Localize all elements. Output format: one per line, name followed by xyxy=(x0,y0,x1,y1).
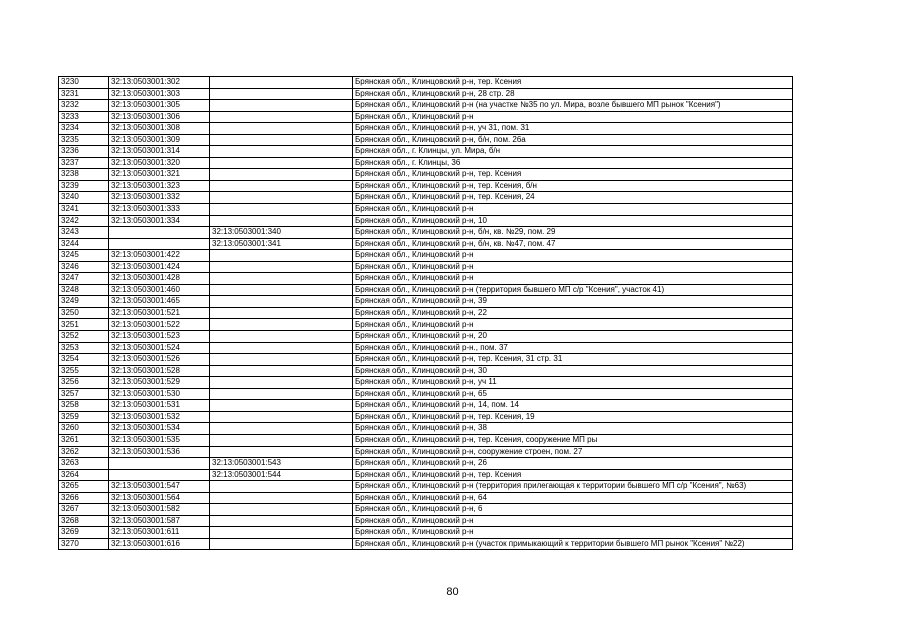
registry-table xyxy=(58,76,793,550)
related-cadastral-number-cell xyxy=(210,134,353,146)
table-row xyxy=(59,388,793,400)
related-cadastral-number-cell xyxy=(210,273,353,285)
cadastral-number-cell: 32:13:0503001:465 xyxy=(109,296,210,308)
row-number-cell: 3236 xyxy=(59,146,109,158)
table-row xyxy=(59,377,793,389)
cadastral-number-cell: 32:13:0503001:526 xyxy=(109,354,210,366)
row-number-cell: 3261 xyxy=(59,434,109,446)
table-row xyxy=(59,192,793,204)
row-number-cell: 3266 xyxy=(59,492,109,504)
address-cell: Брянская обл., Клинцовский р-н xyxy=(353,261,793,273)
row-number-cell: 3231 xyxy=(59,88,109,100)
address-cell: Брянская обл., Клинцовский р-н, 10 xyxy=(353,215,793,227)
cadastral-number-cell: 32:13:0503001:305 xyxy=(109,100,210,112)
address-cell: Брянская обл., Клинцовский р-н, 20 xyxy=(353,331,793,343)
table-row xyxy=(59,400,793,412)
row-number-cell: 3238 xyxy=(59,169,109,181)
table-row xyxy=(59,469,793,481)
cadastral-number-cell: 32:13:0503001:547 xyxy=(109,481,210,493)
address-cell: Брянская обл., Клинцовский р-н, 6 xyxy=(353,504,793,516)
cadastral-number-cell: 32:13:0503001:582 xyxy=(109,504,210,516)
related-cadastral-number-cell xyxy=(210,388,353,400)
cadastral-number-cell: 32:13:0503001:323 xyxy=(109,180,210,192)
row-number-cell: 3257 xyxy=(59,388,109,400)
address-cell: Брянская обл., Клинцовский р-н, 65 xyxy=(353,388,793,400)
address-cell: Брянская обл., Клинцовский р-н, б/н, кв. №29, пом. 29 xyxy=(353,227,793,239)
table-row xyxy=(59,307,793,319)
table-row xyxy=(59,284,793,296)
table-row xyxy=(59,527,793,539)
table-row xyxy=(59,250,793,262)
address-cell: Брянская обл., Клинцовский р-н, тер. Ксения, б/н xyxy=(353,180,793,192)
table-row xyxy=(59,434,793,446)
cadastral-number-cell xyxy=(109,227,210,239)
row-number-cell: 3237 xyxy=(59,157,109,169)
address-cell: Брянская обл., Клинцовский р-н, 64 xyxy=(353,492,793,504)
page-number: 80 xyxy=(446,586,459,598)
address-cell: Брянская обл., Клинцовский р-н, тер. Ксения, сооружение МП ры xyxy=(353,434,793,446)
cadastral-number-cell: 32:13:0503001:522 xyxy=(109,319,210,331)
address-cell: Брянская обл., г. Клинцы, 36 xyxy=(353,157,793,169)
related-cadastral-number-cell xyxy=(210,123,353,135)
address-cell: Брянская обл., Клинцовский р-н xyxy=(353,250,793,262)
related-cadastral-number-cell xyxy=(210,342,353,354)
table-row xyxy=(59,227,793,239)
address-cell: Брянская обл., Клинцовский р-н xyxy=(353,319,793,331)
address-cell: Брянская обл., Клинцовский р-н, 30 xyxy=(353,365,793,377)
row-number-cell: 3262 xyxy=(59,446,109,458)
cadastral-number-cell: 32:13:0503001:306 xyxy=(109,111,210,123)
row-number-cell: 3253 xyxy=(59,342,109,354)
related-cadastral-number-cell xyxy=(210,261,353,273)
address-cell: Брянская обл., Клинцовский р-н xyxy=(353,204,793,216)
row-number-cell: 3252 xyxy=(59,331,109,343)
table-row xyxy=(59,296,793,308)
address-cell: Брянская обл., Клинцовский р-н (на участке №35 по ул. Мира, возле бывшего МП рынок "Ксения") xyxy=(353,100,793,112)
row-number-cell: 3267 xyxy=(59,504,109,516)
related-cadastral-number-cell xyxy=(210,157,353,169)
row-number-cell: 3268 xyxy=(59,515,109,527)
cadastral-number-cell xyxy=(109,238,210,250)
related-cadastral-number-cell xyxy=(210,446,353,458)
row-number-cell: 3255 xyxy=(59,365,109,377)
address-cell: Брянская обл., Клинцовский р-н, тер. Ксения, 31 стр. 31 xyxy=(353,354,793,366)
cadastral-number-cell: 32:13:0503001:564 xyxy=(109,492,210,504)
cadastral-number-cell: 32:13:0503001:587 xyxy=(109,515,210,527)
table-row xyxy=(59,538,793,550)
address-cell: Брянская обл., Клинцовский р-н xyxy=(353,273,793,285)
table-row xyxy=(59,481,793,493)
table-row xyxy=(59,238,793,250)
table-row xyxy=(59,261,793,273)
row-number-cell: 3234 xyxy=(59,123,109,135)
table-row xyxy=(59,273,793,285)
table-row xyxy=(59,515,793,527)
row-number-cell: 3269 xyxy=(59,527,109,539)
row-number-cell: 3256 xyxy=(59,377,109,389)
cadastral-number-cell: 32:13:0503001:536 xyxy=(109,446,210,458)
row-number-cell: 3263 xyxy=(59,458,109,470)
table-row xyxy=(59,423,793,435)
address-cell: Брянская обл., Клинцовский р-н, 22 xyxy=(353,307,793,319)
address-cell: Брянская обл., Клинцовский р-н, 26 xyxy=(353,458,793,470)
table-row xyxy=(59,446,793,458)
related-cadastral-number-cell xyxy=(210,538,353,550)
related-cadastral-number-cell xyxy=(210,215,353,227)
row-number-cell: 3241 xyxy=(59,204,109,216)
related-cadastral-number-cell xyxy=(210,411,353,423)
cadastral-number-cell: 32:13:0503001:529 xyxy=(109,377,210,389)
related-cadastral-number-cell xyxy=(210,192,353,204)
related-cadastral-number-cell xyxy=(210,307,353,319)
table-row xyxy=(59,157,793,169)
cadastral-number-cell xyxy=(109,458,210,470)
table-row xyxy=(59,331,793,343)
table-row xyxy=(59,88,793,100)
address-cell: Брянская обл., Клинцовский р-н (участок примыкающий к территории бывшего МП рынок "Ксения" №22) xyxy=(353,538,793,550)
cadastral-number-cell: 32:13:0503001:308 xyxy=(109,123,210,135)
table-row xyxy=(59,146,793,158)
address-cell: Брянская обл., Клинцовский р-н (территория прилегающая к территории бывшего МП с/р "Ксения", №63) xyxy=(353,481,793,493)
related-cadastral-number-cell xyxy=(210,365,353,377)
related-cadastral-number-cell: 32:13:0503001:544 xyxy=(210,469,353,481)
related-cadastral-number-cell xyxy=(210,111,353,123)
row-number-cell: 3265 xyxy=(59,481,109,493)
row-number-cell: 3230 xyxy=(59,77,109,89)
table-row xyxy=(59,354,793,366)
cadastral-number-cell: 32:13:0503001:302 xyxy=(109,77,210,89)
related-cadastral-number-cell: 32:13:0503001:543 xyxy=(210,458,353,470)
row-number-cell: 3239 xyxy=(59,180,109,192)
row-number-cell: 3254 xyxy=(59,354,109,366)
related-cadastral-number-cell xyxy=(210,319,353,331)
related-cadastral-number-cell xyxy=(210,296,353,308)
cadastral-number-cell: 32:13:0503001:321 xyxy=(109,169,210,181)
address-cell: Брянская обл., Клинцовский р-н, 38 xyxy=(353,423,793,435)
related-cadastral-number-cell xyxy=(210,180,353,192)
related-cadastral-number-cell xyxy=(210,284,353,296)
cadastral-number-cell: 32:13:0503001:314 xyxy=(109,146,210,158)
address-cell: Брянская обл., Клинцовский р-н, б/н, пом. 26а xyxy=(353,134,793,146)
cadastral-number-cell: 32:13:0503001:524 xyxy=(109,342,210,354)
cadastral-number-cell: 32:13:0503001:532 xyxy=(109,411,210,423)
related-cadastral-number-cell xyxy=(210,377,353,389)
cadastral-number-cell: 32:13:0503001:309 xyxy=(109,134,210,146)
table-row xyxy=(59,169,793,181)
address-cell: Брянская обл., Клинцовский р-н, тер. Ксения, 24 xyxy=(353,192,793,204)
row-number-cell: 3235 xyxy=(59,134,109,146)
address-cell: Брянская обл., Клинцовский р-н, 14, пом. 14 xyxy=(353,400,793,412)
table-row xyxy=(59,134,793,146)
address-cell: Брянская обл., Клинцовский р-н (территория бывшего МП с/р "Ксения", участок 41) xyxy=(353,284,793,296)
related-cadastral-number-cell xyxy=(210,204,353,216)
row-number-cell: 3258 xyxy=(59,400,109,412)
related-cadastral-number-cell xyxy=(210,331,353,343)
row-number-cell: 3232 xyxy=(59,100,109,112)
related-cadastral-number-cell xyxy=(210,527,353,539)
related-cadastral-number-cell xyxy=(210,434,353,446)
address-cell: Брянская обл., Клинцовский р-н xyxy=(353,111,793,123)
row-number-cell: 3270 xyxy=(59,538,109,550)
row-number-cell: 3246 xyxy=(59,261,109,273)
cadastral-number-cell: 32:13:0503001:535 xyxy=(109,434,210,446)
address-cell: Брянская обл., Клинцовский р-н, тер. Ксения xyxy=(353,169,793,181)
address-cell: Брянская обл., Клинцовский р-н, сооружение строен, пом. 27 xyxy=(353,446,793,458)
cadastral-number-cell: 32:13:0503001:534 xyxy=(109,423,210,435)
cadastral-number-cell: 32:13:0503001:523 xyxy=(109,331,210,343)
row-number-cell: 3245 xyxy=(59,250,109,262)
row-number-cell: 3233 xyxy=(59,111,109,123)
cadastral-number-cell: 32:13:0503001:333 xyxy=(109,204,210,216)
table-row xyxy=(59,411,793,423)
address-cell: Брянская обл., Клинцовский р-н, 28 стр. 28 xyxy=(353,88,793,100)
table-row xyxy=(59,204,793,216)
address-cell: Брянская обл., Клинцовский р-н, тер. Ксения xyxy=(353,77,793,89)
address-cell: Брянская обл., Клинцовский р-н xyxy=(353,527,793,539)
table-row xyxy=(59,342,793,354)
row-number-cell: 3250 xyxy=(59,307,109,319)
cadastral-number-cell: 32:13:0503001:521 xyxy=(109,307,210,319)
related-cadastral-number-cell xyxy=(210,169,353,181)
related-cadastral-number-cell xyxy=(210,88,353,100)
table-row xyxy=(59,123,793,135)
table-row xyxy=(59,365,793,377)
row-number-cell: 3249 xyxy=(59,296,109,308)
table-row xyxy=(59,111,793,123)
row-number-cell: 3242 xyxy=(59,215,109,227)
address-cell: Брянская обл., Клинцовский р-н, тер. Ксения xyxy=(353,469,793,481)
related-cadastral-number-cell xyxy=(210,100,353,112)
address-cell: Брянская обл., Клинцовский р-н, уч 31, пом. 31 xyxy=(353,123,793,135)
cadastral-number-cell: 32:13:0503001:334 xyxy=(109,215,210,227)
cadastral-number-cell: 32:13:0503001:332 xyxy=(109,192,210,204)
row-number-cell: 3251 xyxy=(59,319,109,331)
address-cell: Брянская обл., Клинцовский р-н, тер. Ксения, 19 xyxy=(353,411,793,423)
row-number-cell: 3243 xyxy=(59,227,109,239)
cadastral-number-cell: 32:13:0503001:531 xyxy=(109,400,210,412)
related-cadastral-number-cell xyxy=(210,400,353,412)
table-row xyxy=(59,77,793,89)
address-cell: Брянская обл., г. Клинцы, ул. Мира, б/н xyxy=(353,146,793,158)
table-row xyxy=(59,215,793,227)
table-row xyxy=(59,100,793,112)
related-cadastral-number-cell xyxy=(210,250,353,262)
related-cadastral-number-cell xyxy=(210,354,353,366)
cadastral-number-cell: 32:13:0503001:460 xyxy=(109,284,210,296)
row-number-cell: 3264 xyxy=(59,469,109,481)
address-cell: Брянская обл., Клинцовский р-н, уч 11 xyxy=(353,377,793,389)
related-cadastral-number-cell xyxy=(210,504,353,516)
row-number-cell: 3259 xyxy=(59,411,109,423)
cadastral-number-cell: 32:13:0503001:424 xyxy=(109,261,210,273)
related-cadastral-number-cell xyxy=(210,515,353,527)
row-number-cell: 3248 xyxy=(59,284,109,296)
cadastral-number-cell: 32:13:0503001:422 xyxy=(109,250,210,262)
cadastral-number-cell: 32:13:0503001:320 xyxy=(109,157,210,169)
related-cadastral-number-cell xyxy=(210,481,353,493)
table-row xyxy=(59,319,793,331)
row-number-cell: 3247 xyxy=(59,273,109,285)
registry-table-body xyxy=(59,77,793,550)
row-number-cell: 3260 xyxy=(59,423,109,435)
related-cadastral-number-cell: 32:13:0503001:341 xyxy=(210,238,353,250)
table-row xyxy=(59,492,793,504)
related-cadastral-number-cell xyxy=(210,146,353,158)
cadastral-number-cell: 32:13:0503001:616 xyxy=(109,538,210,550)
cadastral-number-cell xyxy=(109,469,210,481)
cadastral-number-cell: 32:13:0503001:303 xyxy=(109,88,210,100)
row-number-cell: 3244 xyxy=(59,238,109,250)
table-row xyxy=(59,180,793,192)
cadastral-number-cell: 32:13:0503001:528 xyxy=(109,365,210,377)
address-cell: Брянская обл., Клинцовский р-н, б/н, кв. №47, пом. 47 xyxy=(353,238,793,250)
cadastral-number-cell: 32:13:0503001:428 xyxy=(109,273,210,285)
cadastral-number-cell: 32:13:0503001:611 xyxy=(109,527,210,539)
related-cadastral-number-cell: 32:13:0503001:340 xyxy=(210,227,353,239)
address-cell: Брянская обл., Клинцовский р-н xyxy=(353,515,793,527)
related-cadastral-number-cell xyxy=(210,77,353,89)
table-row xyxy=(59,458,793,470)
related-cadastral-number-cell xyxy=(210,492,353,504)
address-cell: Брянская обл., Клинцовский р-н, 39 xyxy=(353,296,793,308)
row-number-cell: 3240 xyxy=(59,192,109,204)
cadastral-number-cell: 32:13:0503001:530 xyxy=(109,388,210,400)
address-cell: Брянская обл., Клинцовский р-н., пом. 37 xyxy=(353,342,793,354)
table-row xyxy=(59,504,793,516)
related-cadastral-number-cell xyxy=(210,423,353,435)
